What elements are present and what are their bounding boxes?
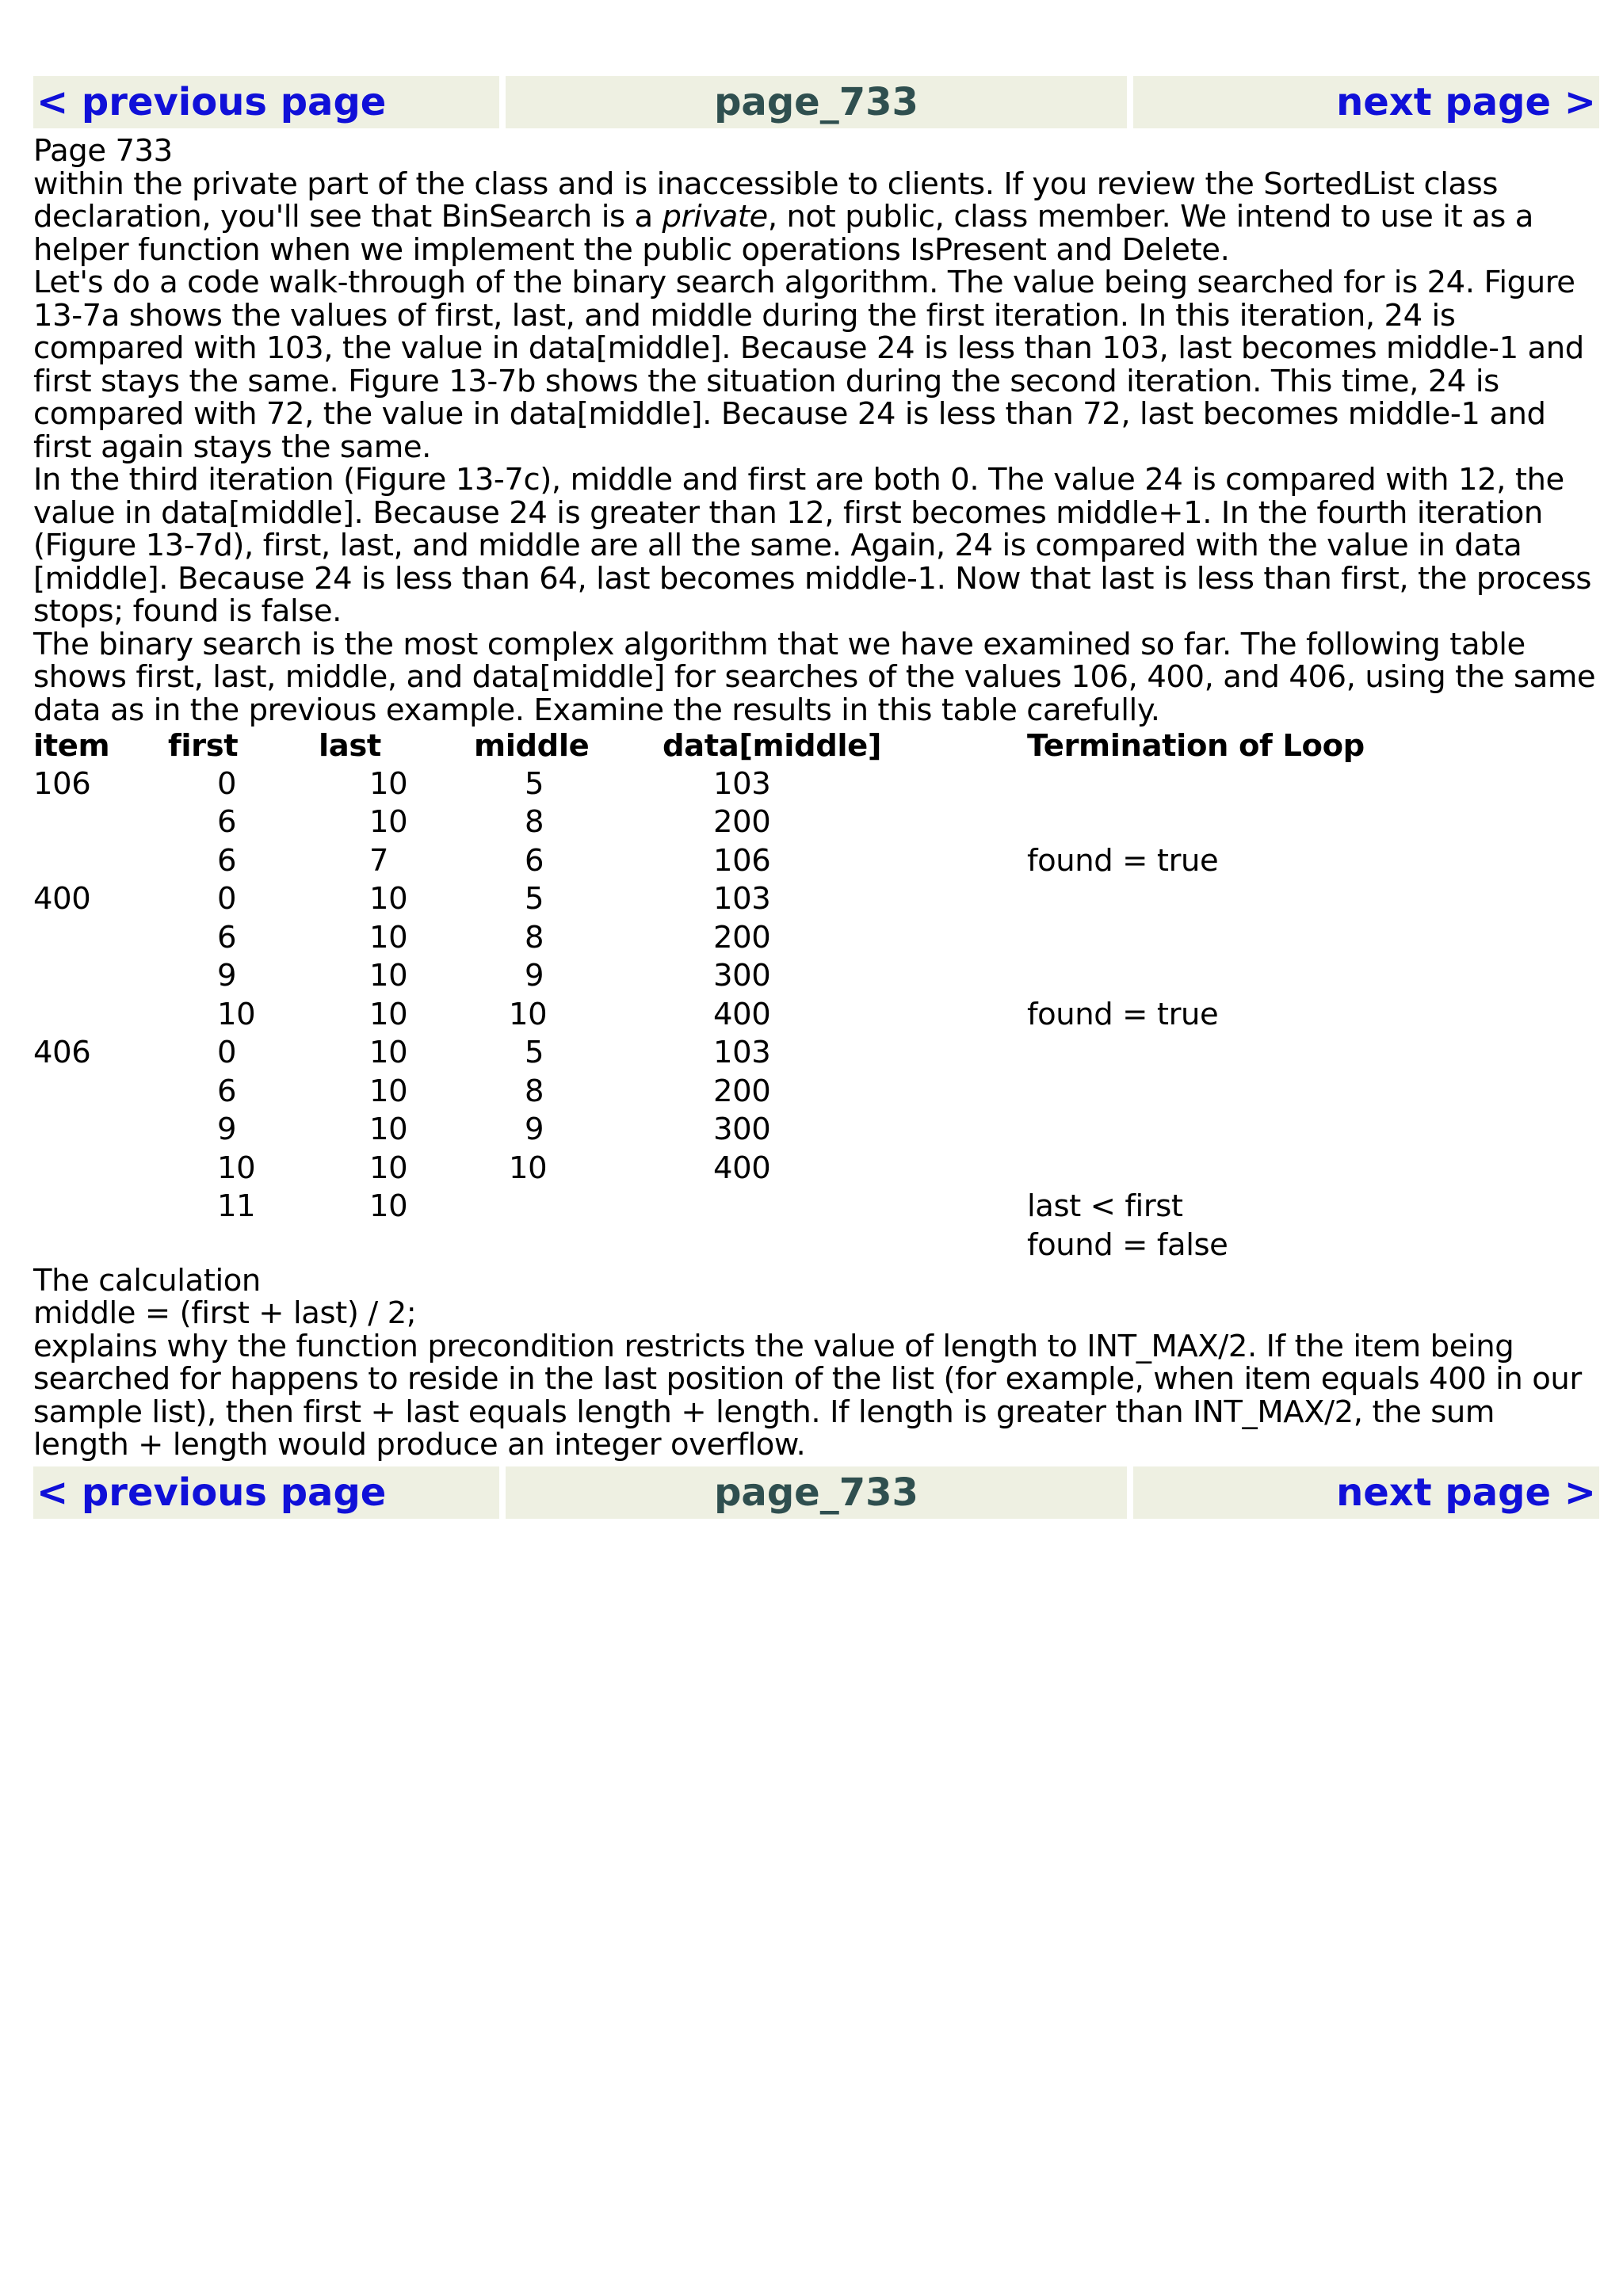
page-content [33, 128, 1599, 1462]
cell-item [33, 1226, 168, 1264]
cell-last: 10 [369, 996, 408, 1032]
table-row [33, 957, 1365, 996]
cell-middle: 10 [509, 996, 548, 1032]
cell-termination: found = true [1027, 842, 1219, 879]
cell-first: 10 [217, 996, 256, 1032]
cell-item [33, 995, 168, 1034]
table-row [33, 1188, 1365, 1226]
cell-first: 11 [217, 1188, 256, 1224]
page-label: page_733 [506, 76, 1127, 128]
cell-item [33, 803, 168, 842]
paragraph-1-end: , not public, class member. We intend to use it as a helper function when we implement the public operations IsPresent and Delete. [33, 199, 1534, 268]
cell-termination [1027, 957, 1365, 996]
cell-termination [1027, 880, 1365, 919]
paragraph-2: Let's do a code walk-through of the binary search algorithm. The value being searched for is 24. Figure 13-7a shows the values of first, last, and middle during the first iteration. In this iteration, 24 is compared with 103, the value in data[middle]. Because 24 is less than 103, last becomes middle-1 and first stays the same. Figure 13-7b shows the situation during the second iteration. This time, 24 is compared with 72, the value in data[middle]. Because 24 is less than 72, last becomes middle-1 and first again stays the same. [33, 265, 1584, 465]
cell-data: 200 [713, 919, 771, 955]
cell-last: 10 [369, 1035, 408, 1070]
cell-data: 300 [713, 958, 771, 994]
header-middle: middle [474, 728, 590, 765]
page-label: page_733 [506, 1466, 1127, 1519]
cell-termination [1027, 1111, 1365, 1150]
cell-data: 103 [713, 881, 771, 917]
paragraph-6: explains why the function precondition restricts the value of length to INT_MAX/2. If the item being searched for happens to reside in the last position of the list (for example, when item equals 400 in our sample list), then first + last equals length + length. If length is greater than INT_MAX/2, the sum length + length would produce an integer overflow. [33, 1328, 1582, 1463]
cell-item [33, 957, 168, 996]
table-row [33, 1149, 1365, 1188]
cell-item: 400 [33, 881, 91, 917]
cell-data: 300 [713, 1112, 771, 1147]
cell-middle: 5 [525, 881, 544, 917]
cell-data [663, 1226, 1027, 1264]
cell-data: 103 [713, 1035, 771, 1070]
cell-item [33, 841, 168, 880]
cell-first: 9 [217, 1112, 237, 1147]
cell-middle: 9 [525, 1112, 544, 1147]
cell-middle: 8 [525, 1073, 544, 1109]
cell-item: 406 [33, 1035, 91, 1070]
previous-page-link[interactable]: < previous page [33, 1466, 499, 1519]
cell-data: 400 [713, 996, 771, 1032]
binary-search-trace-table [33, 728, 1365, 1264]
header-item: item [33, 728, 110, 765]
cell-middle [474, 1188, 663, 1226]
paragraph-3: In the third iteration (Figure 13-7c), middle and first are both 0. The value 24 is compared with 12, the value in data[middle]. Because 24 is greater than 12, first becomes middle+1. In the fourth iteration (Figure 13-7d), first, last, and middle are all the same. Again, 24 is compared with the value in data [middle]. Because 24 is less than 64, last becomes middle-1. Now that last is less than first, the process stops; found is false. [33, 462, 1592, 629]
cell-termination: last < first [1027, 1188, 1183, 1224]
paragraph-1-italic: private [662, 199, 768, 235]
cell-last: 10 [369, 1112, 408, 1147]
cell-first: 6 [217, 842, 237, 879]
cell-middle: 9 [525, 958, 544, 994]
cell-data: 103 [713, 765, 771, 802]
cell-middle: 6 [525, 842, 544, 879]
table-body [33, 765, 1365, 1264]
table-row [33, 765, 1365, 803]
cell-first: 0 [217, 1035, 237, 1070]
paragraph-5: The calculation [33, 1262, 261, 1299]
table-row [33, 841, 1365, 880]
table-row [33, 1111, 1365, 1150]
cell-last: 10 [369, 881, 408, 917]
cell-termination [1027, 918, 1365, 957]
previous-page-link[interactable]: < previous page [33, 76, 499, 128]
cell-termination [1027, 1149, 1365, 1188]
cell-first: 6 [217, 804, 237, 840]
cell-middle [474, 1226, 663, 1264]
cell-termination [1027, 1034, 1365, 1073]
cell-middle: 5 [525, 1035, 544, 1070]
cell-last: 10 [369, 765, 408, 802]
cell-item [33, 918, 168, 957]
cell-first: 6 [217, 919, 237, 955]
next-page-link[interactable]: next page > [1133, 76, 1599, 128]
cell-item [33, 1188, 168, 1226]
cell-last: 10 [369, 1188, 408, 1224]
header-data-middle: data[middle] [663, 728, 882, 765]
cell-termination [1027, 1072, 1365, 1111]
cell-first [168, 1226, 319, 1264]
cell-middle: 5 [525, 765, 544, 802]
cell-item: 106 [33, 765, 91, 802]
cell-last: 10 [369, 958, 408, 994]
cell-first: 9 [217, 958, 237, 994]
paragraph-4: The binary search is the most complex algorithm that we have examined so far. The following table shows first, last, middle, and data[middle] for searches of the values 106, 400, and 406, using the same data as in the previous example. Examine the results in this table carefully. [33, 626, 1596, 728]
cell-last: 7 [369, 842, 389, 879]
cell-last: 10 [369, 804, 408, 840]
table-row [33, 1034, 1365, 1073]
cell-data: 200 [713, 1073, 771, 1109]
header-first: first [168, 728, 239, 765]
cell-last: 10 [369, 1073, 408, 1109]
header-last: last [319, 728, 381, 765]
cell-termination [1027, 803, 1365, 842]
table-row [33, 1226, 1365, 1264]
page [33, 76, 1599, 1519]
cell-data [663, 1188, 1027, 1226]
cell-first: 0 [217, 765, 237, 802]
page-heading: Page 733 [33, 133, 173, 169]
cell-data: 106 [713, 842, 771, 879]
cell-middle: 10 [509, 1150, 548, 1186]
cell-first: 10 [217, 1150, 256, 1186]
paragraph-1 [33, 168, 1599, 267]
top-navigation-bar [33, 76, 1599, 128]
cell-item [33, 1072, 168, 1111]
table-row [33, 803, 1365, 842]
cell-middle: 8 [525, 919, 544, 955]
cell-termination: found = true [1027, 996, 1219, 1032]
cell-data: 400 [713, 1150, 771, 1186]
cell-item [33, 1111, 168, 1150]
cell-first: 6 [217, 1073, 237, 1109]
next-page-link[interactable]: next page > [1133, 1466, 1599, 1519]
code-line: middle = (first + last) / 2; [33, 1295, 417, 1331]
table-row [33, 995, 1365, 1034]
header-termination: Termination of Loop [1027, 728, 1365, 765]
cell-middle: 8 [525, 804, 544, 840]
bottom-navigation-bar [33, 1466, 1599, 1519]
cell-last: 10 [369, 1150, 408, 1186]
table-row [33, 918, 1365, 957]
cell-last: 10 [369, 919, 408, 955]
cell-termination: found = false [1027, 1226, 1228, 1263]
cell-item [33, 1149, 168, 1188]
cell-termination [1027, 765, 1365, 803]
paragraph-1-start: within the private part of the class and is inaccessible to clients. If you review the SortedList class declaration, you'll see that BinSearch is a [33, 166, 1499, 235]
cell-first: 0 [217, 881, 237, 917]
cell-last [319, 1226, 474, 1264]
table-header-row [33, 728, 1365, 765]
cell-data: 200 [713, 804, 771, 840]
table-row [33, 1072, 1365, 1111]
table-row [33, 880, 1365, 919]
